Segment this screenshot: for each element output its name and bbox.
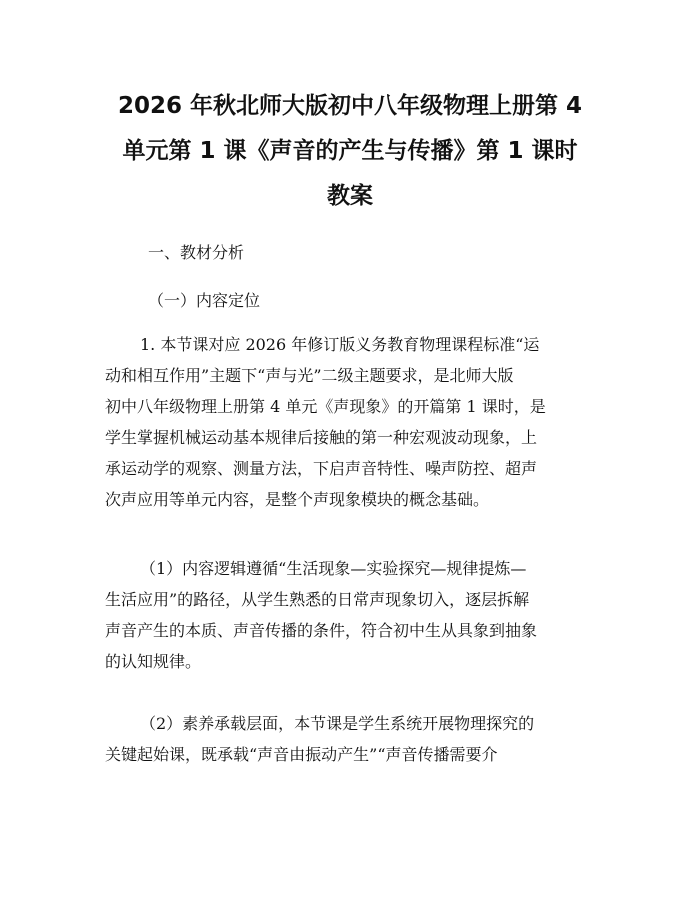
paragraph-1-line-2: 动和相互作用”主题下“声与光”二级主题要求，是北师大版 xyxy=(105,366,514,385)
paragraph-2 xyxy=(105,553,605,677)
paragraph-1 xyxy=(105,329,605,515)
paragraph-1-line-1: 1. 本节课对应 2026 年修订版义务教育物理课程标准“运 xyxy=(140,335,540,354)
title-line-3: 教案 xyxy=(327,183,373,209)
paragraph-1-line-4: 学生掌握机械运动基本规律后接触的第一种宏观波动现象，上 xyxy=(105,428,538,447)
paragraph-2-line-2: 生活应用”的路径，从学生熟悉的日常声现象切入，逐层拆解 xyxy=(105,590,530,609)
paragraph-2-line-4: 的认知规律。 xyxy=(105,652,202,671)
document-title xyxy=(72,84,628,219)
paragraph-1-line-6: 次声应用等单元内容，是整个声现象模块的概念基础。 xyxy=(105,490,490,509)
section-heading: 一、教材分析 xyxy=(148,243,245,262)
title-line-2: 单元第 1 课《声音的产生与传播》第 1 课时 xyxy=(122,138,578,164)
paragraph-2-line-3: 声音产生的本质、声音传播的条件，符合初中生从具象到抽象 xyxy=(105,621,538,640)
paragraph-2-line-1: （1）内容逻辑遵循“生活现象—实验探究—规律提炼— xyxy=(140,559,527,578)
paragraph-3-line-1: （2）素养承载层面，本节课是学生系统开展物理探究的 xyxy=(140,714,535,733)
paragraph-1-line-5: 承运动学的观察、测量方法，下启声音特性、噪声防控、超声 xyxy=(105,459,538,478)
paragraph-3-line-2: 关键起始课，既承载“声音由振动产生”“声音传播需要介 xyxy=(105,745,498,764)
paragraph-3 xyxy=(105,708,605,770)
title-line-1: 2026 年秋北师大版初中八年级物理上册第 4 xyxy=(117,93,583,119)
subsection-heading: （一）内容定位 xyxy=(148,291,261,310)
paragraph-1-line-3: 初中八年级物理上册第 4 单元《声现象》的开篇第 1 课时，是 xyxy=(105,397,546,416)
